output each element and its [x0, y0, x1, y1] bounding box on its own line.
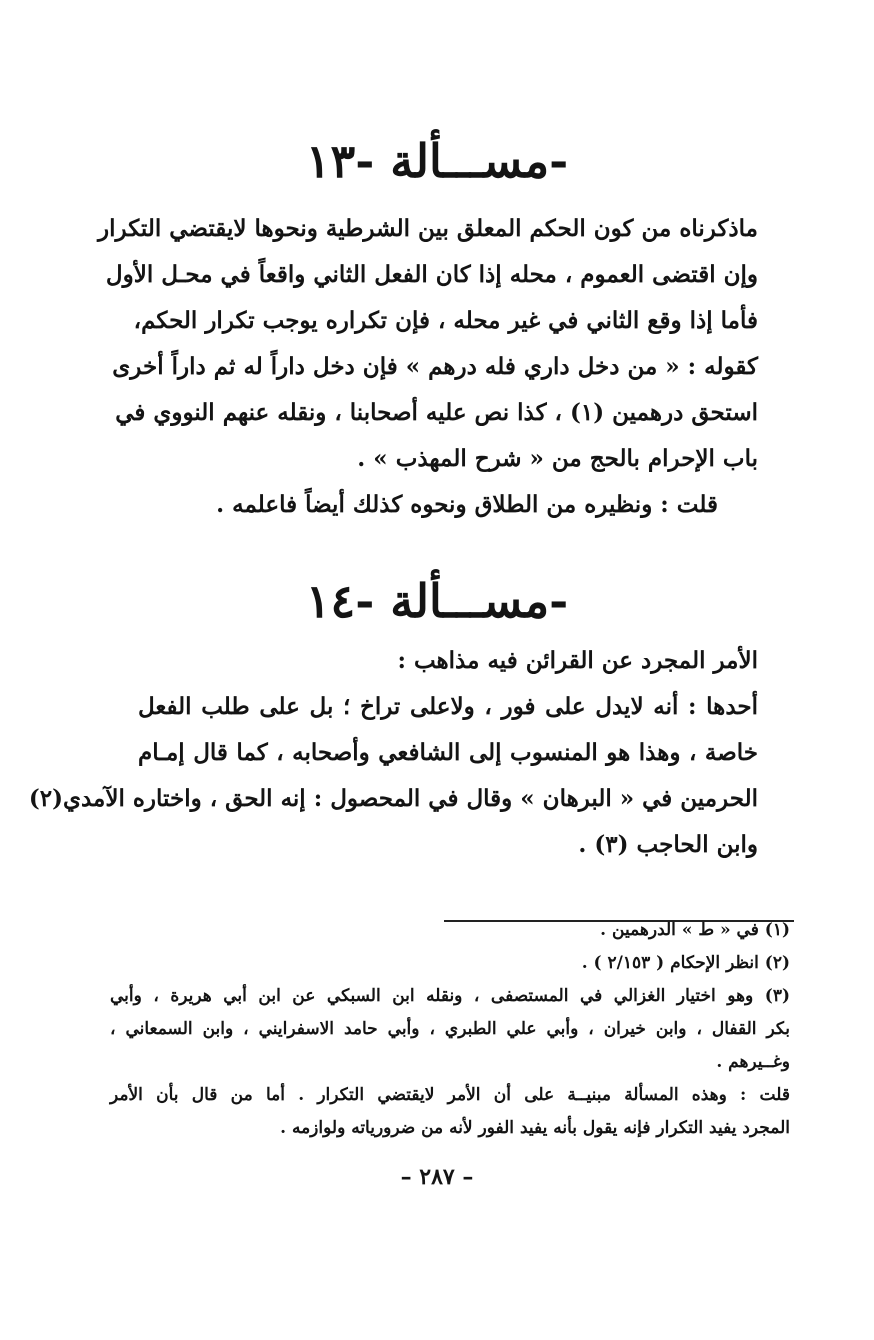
footnotes	[110, 914, 790, 1145]
page-number: – ٢٨٧ –	[400, 1164, 474, 1190]
section-13-line: كقوله : « من دخل داري فله درهم » فإن دخل داراً له ثم داراً أخرى	[112, 353, 758, 380]
section-14-line: أحدها : أنه لايدل على فور ، ولاعلى تراخ ؛ بل على طلب الفعل	[138, 693, 758, 720]
section-13-body	[98, 206, 758, 528]
section-13-line: استحق درهمين (١) ، كذا نص عليه أصحابنا ، ونقله عنهم النووي في	[115, 399, 758, 426]
section-13-line: ماذكرناه من كون الحكم المعلق بين الشرطية ونحوها لايقتضي التكرار	[98, 215, 758, 242]
footnote-line: بكر القفال ، وابن خيران ، وأبي علي الطبري ، وأبي حامد الاسفرايني ، وابن السمعاني ،	[110, 1019, 790, 1039]
footnote-line: وغــيرهم .	[716, 1052, 790, 1072]
section-13-note: قلت : ونظيره من الطلاق ونحوه كذلك أيضاً فاعلمه .	[216, 491, 718, 518]
footnote-line: (١) في « ط » الدرهمين .	[600, 920, 790, 940]
section-14-heading: مســـألة -١٤-	[305, 574, 569, 628]
footnote-line: قلت : وهذه المسألة مبنيــة على أن الأمر لايقتضي التكرار . أما من قال بأن الأمر	[110, 1085, 790, 1105]
section-13-line: فأما إذا وقع الثاني في غير محله ، فإن تكراره يوجب تكرار الحكم،	[133, 307, 758, 334]
section-14-line: وابن الحاجب (٣) .	[578, 831, 758, 858]
section-14-body	[28, 638, 758, 868]
section-14-line: خاصة ، وهذا هو المنسوب إلى الشافعي وأصحابه ، كما قال إمـام	[138, 739, 758, 766]
section-13-line: باب الإحرام بالحج من « شرح المهذب » .	[357, 445, 758, 472]
section-14-line: الحرمين في « البرهان » وقال في المحصول : إنه الحق ، واختاره الآمدي(٢)	[28, 785, 758, 812]
section-14-intro: الأمر المجرد عن القرائن فيه مذاهب :	[397, 647, 758, 674]
section-13-line: وإن اقتضى العموم ، محله إذا كان الفعل الثاني واقعاً في محـل الأول	[105, 261, 758, 288]
footnote-line: (٢) انظر الإحكام ( ٢/١٥٣ ) .	[581, 953, 790, 973]
section-13-heading: مســـألة -١٣-	[305, 134, 569, 188]
footnote-line: (٣) وهو اختيار الغزالي في المستصفى ، ونقله ابن السبكي عن ابن أبي هريرة ، وأبي	[110, 986, 790, 1006]
footnote-line: المجرد يفيد التكرار فإنه يقول بأنه يفيد الفور لأنه من ضرورياته ولوازمه .	[280, 1118, 790, 1138]
